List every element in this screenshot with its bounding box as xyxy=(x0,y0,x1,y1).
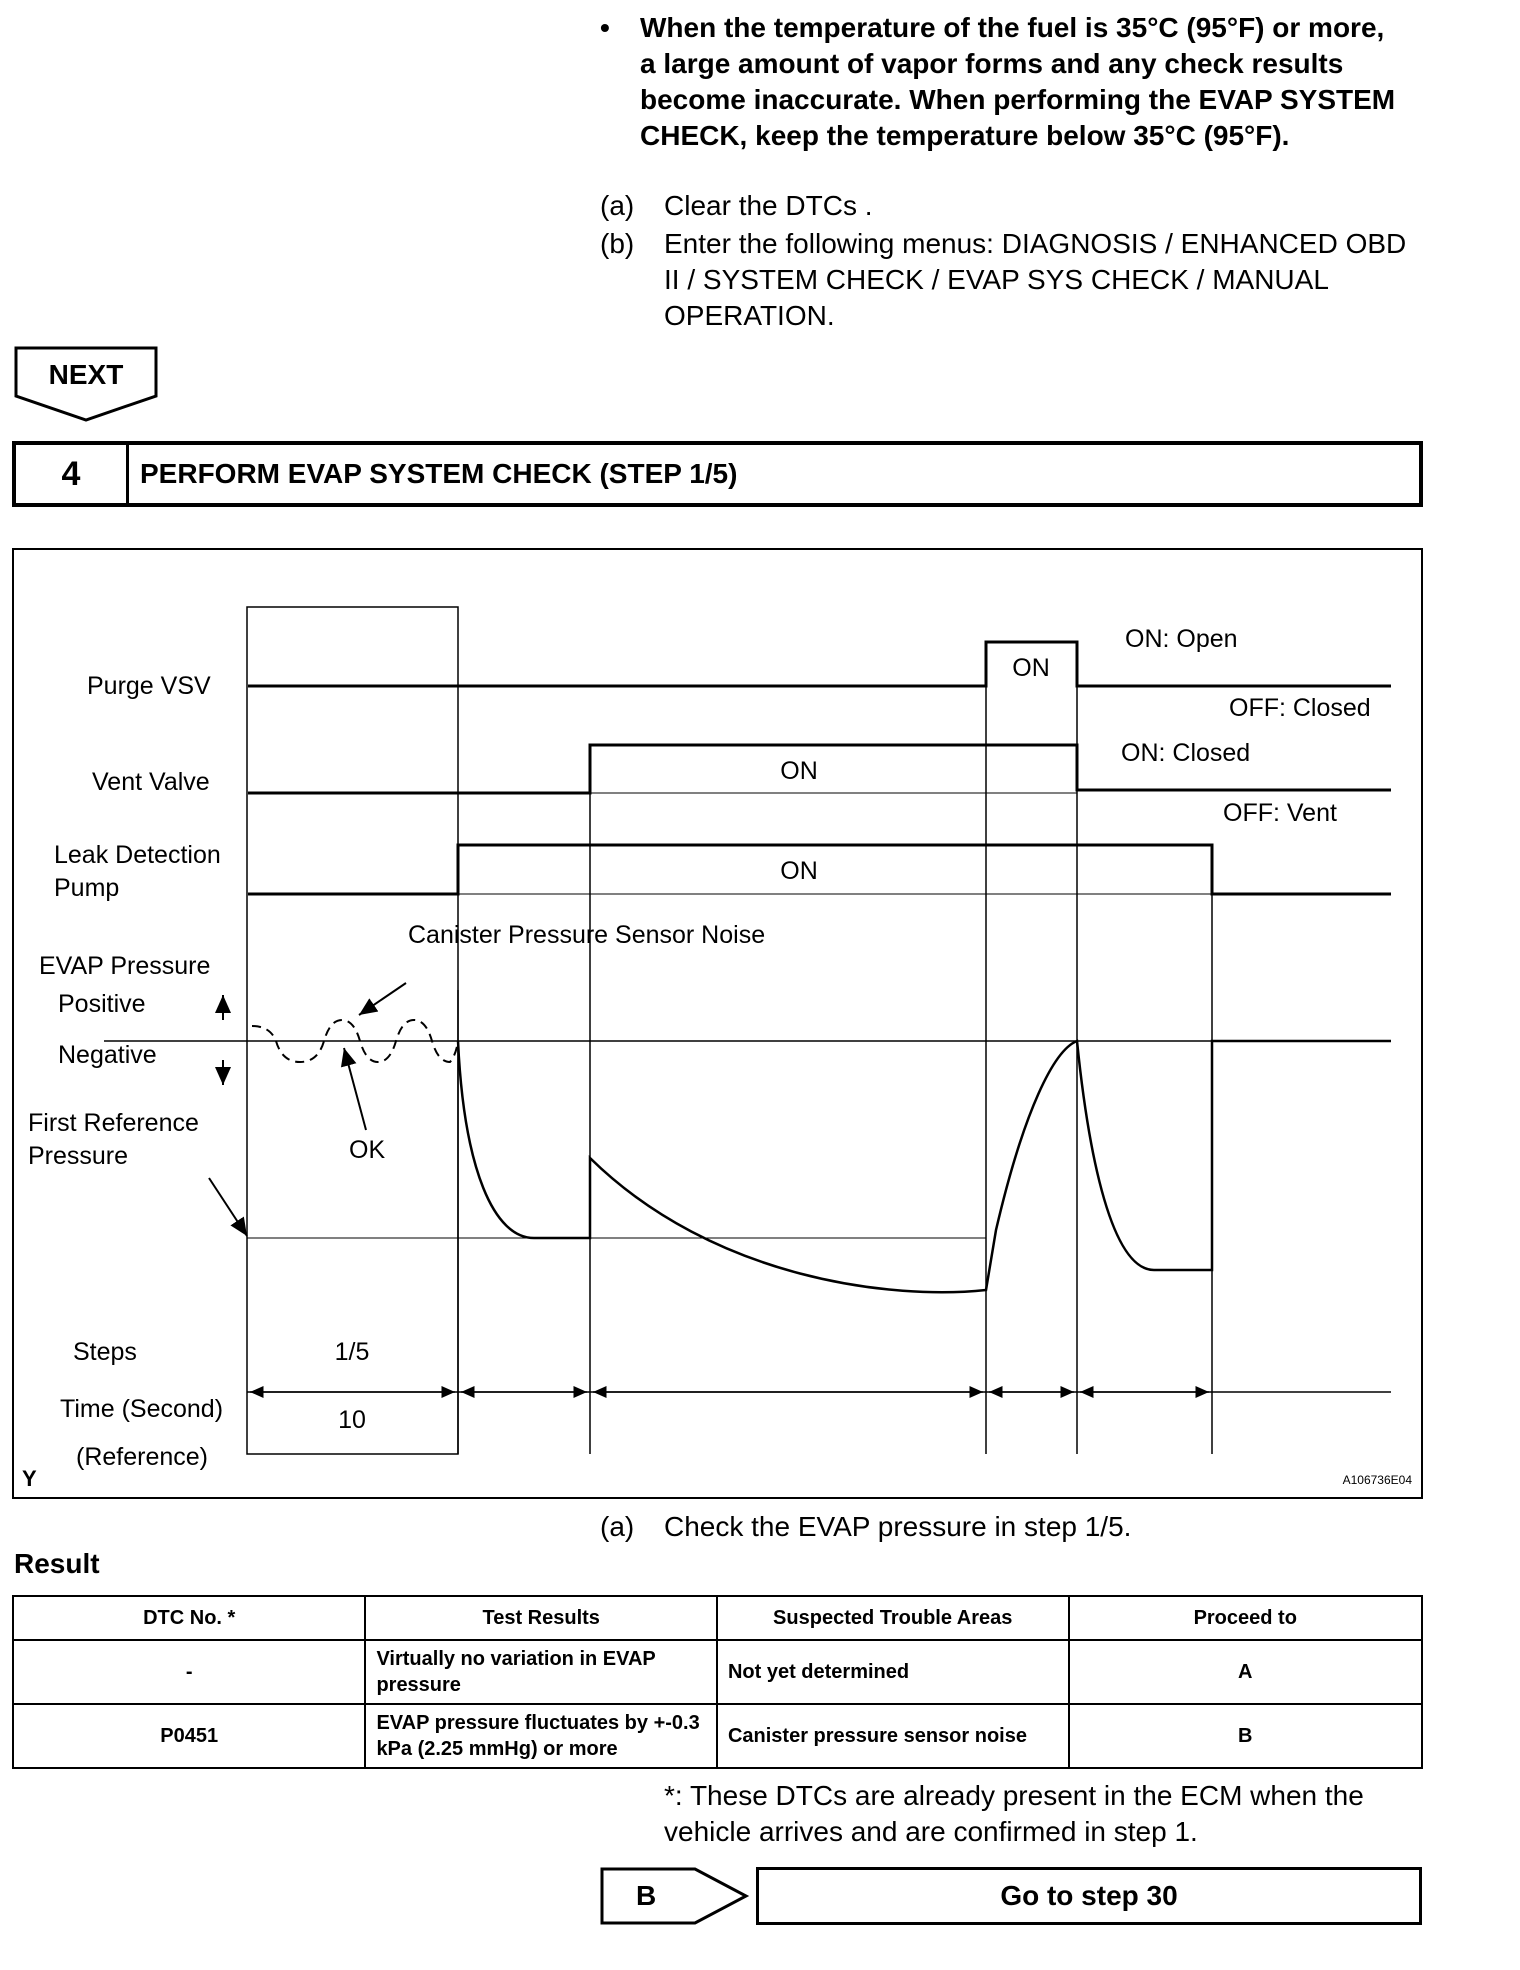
step-number: 4 xyxy=(16,445,129,503)
steps-label: Steps xyxy=(73,1338,137,1366)
proceed-cell: B xyxy=(1069,1704,1423,1768)
column-header: Proceed to xyxy=(1069,1596,1423,1640)
noise-callout-arrow xyxy=(359,983,406,1015)
step-header xyxy=(12,441,1423,507)
leak-pump-signal xyxy=(248,845,1391,894)
go-to-step-button[interactable] xyxy=(756,1867,1422,1925)
time-value: 10 xyxy=(338,1406,366,1434)
dtc-cell: - xyxy=(13,1640,365,1704)
step-title: PERFORM EVAP SYSTEM CHECK (STEP 1/5) xyxy=(140,458,738,489)
purge-on-meaning: ON: Open xyxy=(1125,625,1238,653)
reference-callout-arrow xyxy=(209,1178,247,1236)
test-result-cell: EVAP pressure fluctuates by +-0.3 kPa (2.25 mmHg) or more xyxy=(365,1704,717,1768)
check-instruction xyxy=(600,1511,1131,1543)
purge-vsv-label: Purge VSV xyxy=(87,672,211,700)
vent-on-label: ON xyxy=(780,757,818,785)
step-fraction-value: 1/5 xyxy=(334,1338,370,1366)
go-to-step-label: Go to step 30 xyxy=(1000,1880,1178,1911)
first-reference-label-line1: First Reference xyxy=(28,1109,199,1137)
table-header-row xyxy=(13,1596,1422,1640)
dtc-cell: P0451 xyxy=(13,1704,365,1768)
reference-label: (Reference) xyxy=(76,1443,208,1471)
bullet-symbol: • xyxy=(600,12,610,43)
option-b-tab[interactable] xyxy=(600,1867,750,1925)
column-header: Test Results xyxy=(365,1596,717,1640)
check-instruction-text: Check the EVAP pressure in step 1/5. xyxy=(664,1511,1132,1542)
evap-timing-diagram xyxy=(12,548,1423,1499)
option-b-arrow-shape xyxy=(600,1867,750,1925)
evap-pressure-label: EVAP Pressure xyxy=(39,952,211,980)
first-reference-label-line2: Pressure xyxy=(28,1142,129,1170)
next-button[interactable] xyxy=(14,346,159,422)
proceed-cell: A xyxy=(1069,1640,1423,1704)
trouble-area-cell: Not yet determined xyxy=(717,1640,1069,1704)
step-window-box xyxy=(247,607,458,1454)
noise-annotation: Canister Pressure Sensor Noise xyxy=(408,921,766,949)
instruction-b-text: Enter the following menus: DIAGNOSIS / ENHANCED OBD II / SYSTEM CHECK / EVAP SYS CHECK / MANUAL OPERATION. xyxy=(664,228,1407,331)
next-button-label: NEXT xyxy=(48,359,124,390)
table-footnote: *: These DTCs are already present in the ECM when the vehicle arrives and are confirmed in step 1. xyxy=(664,1780,1364,1847)
instruction-b-label: (b) xyxy=(600,228,635,259)
corner-mark: Y xyxy=(22,1466,37,1491)
vent-off-meaning: OFF: Vent xyxy=(1223,799,1337,827)
timing-diagram-svg xyxy=(14,550,1421,1497)
instruction-a xyxy=(600,188,1420,224)
next-arrow-shape xyxy=(14,346,159,422)
temperature-warning-text: When the temperature of the fuel is 35°C (95°F) or more, a large amount of vapor forms and any check results become inaccurate. When performing the EVAP SYSTEM CHECK, keep the temperature below 35°C (95°F). xyxy=(640,12,1396,151)
vent-valve-label: Vent Valve xyxy=(92,768,210,796)
evap-pressure-curve xyxy=(458,1041,1391,1292)
trouble-area-cell: Canister pressure sensor noise xyxy=(717,1704,1069,1768)
instruction-a-label: (a) xyxy=(600,190,635,221)
ok-annotation: OK xyxy=(349,1136,386,1164)
temperature-warning xyxy=(600,10,1400,154)
step-dividers xyxy=(458,642,1212,1454)
option-b-label: B xyxy=(636,1880,657,1911)
negative-label: Negative xyxy=(58,1041,157,1069)
figure-code: A106736E04 xyxy=(1342,1473,1412,1487)
time-label: Time (Second) xyxy=(60,1395,224,1423)
vent-on-meaning: ON: Closed xyxy=(1121,739,1251,767)
check-instruction-label: (a) xyxy=(600,1511,635,1542)
result-table xyxy=(12,1595,1423,1769)
leak-pump-label-line1: Leak Detection xyxy=(54,841,221,869)
instruction-b xyxy=(600,226,1420,334)
result-heading: Result xyxy=(14,1548,100,1579)
ok-callout-arrow xyxy=(344,1048,366,1130)
table-row xyxy=(13,1704,1422,1768)
positive-label: Positive xyxy=(58,990,146,1018)
table-row xyxy=(13,1640,1422,1704)
purge-on-label: ON xyxy=(1012,654,1050,682)
pump-on-label: ON xyxy=(780,857,818,885)
test-result-cell: Virtually no variation in EVAP pressure xyxy=(365,1640,717,1704)
column-header: Suspected Trouble Areas xyxy=(717,1596,1069,1640)
instruction-a-text: Clear the DTCs . xyxy=(664,190,873,221)
leak-pump-label-line2: Pump xyxy=(54,874,120,902)
purge-off-meaning: OFF: Closed xyxy=(1229,694,1371,722)
column-header: DTC No. * xyxy=(13,1596,365,1640)
